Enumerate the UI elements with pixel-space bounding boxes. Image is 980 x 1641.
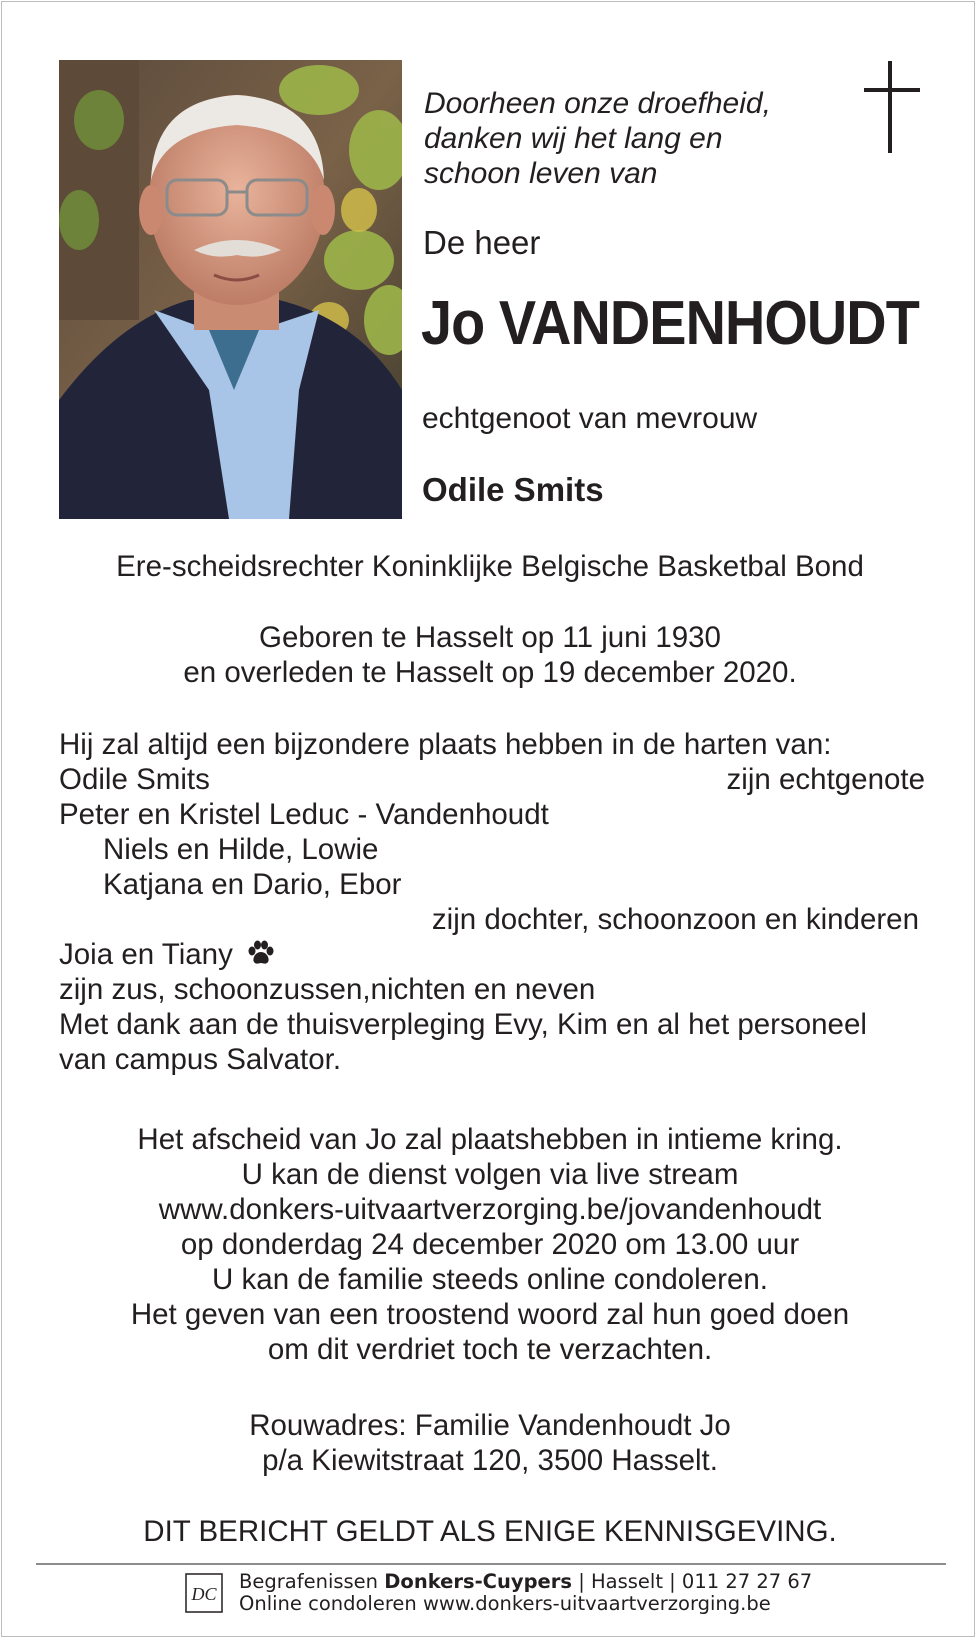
logo-letters: DC bbox=[191, 1584, 217, 1604]
family-thanks-2: van campus Salvator. bbox=[59, 1043, 342, 1076]
footer-line-1 bbox=[239, 1571, 812, 1593]
ceremony-line: Het geven van een troostend woord zal hun goed doen bbox=[130, 1298, 850, 1331]
honor-line: Ere-scheidsrechter Koninklijke Belgische Basketbal Bond bbox=[116, 550, 864, 583]
death-line: en overleden te Hasselt op 19 december 2020. bbox=[183, 656, 797, 689]
spouse-name: Odile Smits bbox=[422, 471, 604, 508]
deceased-name: Jo VANDENHOUDT bbox=[421, 289, 919, 358]
ceremony-line: U kan de familie steeds online condoleren. bbox=[212, 1263, 768, 1296]
footer bbox=[239, 1571, 812, 1615]
address-line: p/a Kiewitstraat 120, 3500 Hasselt. bbox=[262, 1444, 718, 1477]
ceremony-line: U kan de dienst volgen via live stream bbox=[241, 1158, 739, 1191]
notice-line: DIT BERICHT GELDT ALS ENIGE KENNISGEVING. bbox=[143, 1515, 837, 1548]
intro-line: Doorheen onze droefheid, bbox=[424, 87, 771, 120]
family-spouse-relation: zijn echtgenote bbox=[726, 763, 925, 796]
family-pets: Joia en Tiany bbox=[59, 938, 233, 971]
footer-condolence-link[interactable]: Online condoleren www.donkers-uitvaartverzorging.be bbox=[239, 1592, 771, 1615]
intro-line: schoon leven van bbox=[424, 157, 658, 190]
spouse-intro: echtgenoot van mevrouw bbox=[422, 402, 758, 435]
ceremony-section bbox=[0, 1122, 980, 1367]
paw-icon bbox=[247, 940, 275, 966]
family-spouse-row bbox=[59, 762, 925, 797]
funeral-home-logo-icon bbox=[185, 1573, 223, 1613]
footer-company: Donkers-Cuypers bbox=[384, 1570, 572, 1593]
intro-text bbox=[424, 86, 784, 191]
deceased-title: De heer bbox=[423, 224, 541, 261]
ceremony-line: om dit verdriet toch te verzachten. bbox=[267, 1333, 713, 1366]
intro-line: danken wij het lang en bbox=[424, 122, 723, 155]
family-siblings: zijn zus, schoonzussen,nichten en neven bbox=[59, 973, 596, 1006]
mourning-address bbox=[0, 1408, 980, 1478]
ceremony-line: Het afscheid van Jo zal plaatshebben in intieme kring. bbox=[137, 1123, 843, 1156]
livestream-link[interactable]: www.donkers-uitvaartverzorging.be/jovandenhoudt bbox=[158, 1193, 822, 1226]
family-spouse-name: Odile Smits bbox=[59, 763, 210, 796]
footer-divider bbox=[36, 1563, 946, 1565]
footer-contact: | Hasselt | 011 27 27 67 bbox=[572, 1570, 813, 1593]
portrait-photo bbox=[59, 60, 402, 519]
birth-line: Geboren te Hasselt op 11 juni 1930 bbox=[259, 621, 721, 654]
family-grandchildren-1: Niels en Hilde, Lowie bbox=[103, 833, 379, 866]
family-thanks-1: Met dank aan de thuisverpleging Evy, Kim en al het personeel bbox=[59, 1008, 867, 1041]
ceremony-line: op donderdag 24 december 2020 om 13.00 uur bbox=[180, 1228, 800, 1261]
family-section bbox=[59, 727, 925, 1077]
cross-icon bbox=[864, 61, 920, 153]
address-line: Rouwadres: Familie Vandenhoudt Jo bbox=[249, 1409, 731, 1442]
official-notice bbox=[0, 1514, 980, 1549]
life-dates bbox=[0, 620, 980, 690]
honor-title bbox=[0, 549, 980, 584]
family-pets-row bbox=[59, 937, 925, 972]
family-daughter: Peter en Kristel Leduc - Vandenhoudt bbox=[59, 798, 549, 831]
family-intro: Hij zal altijd een bijzondere plaats hebben in de harten van: bbox=[59, 728, 832, 761]
family-daughter-relation: zijn dochter, schoonzoon en kinderen bbox=[431, 903, 919, 936]
family-grandchildren-2: Katjana en Dario, Ebor bbox=[103, 868, 402, 901]
footer-prefix: Begrafenissen bbox=[239, 1570, 385, 1593]
